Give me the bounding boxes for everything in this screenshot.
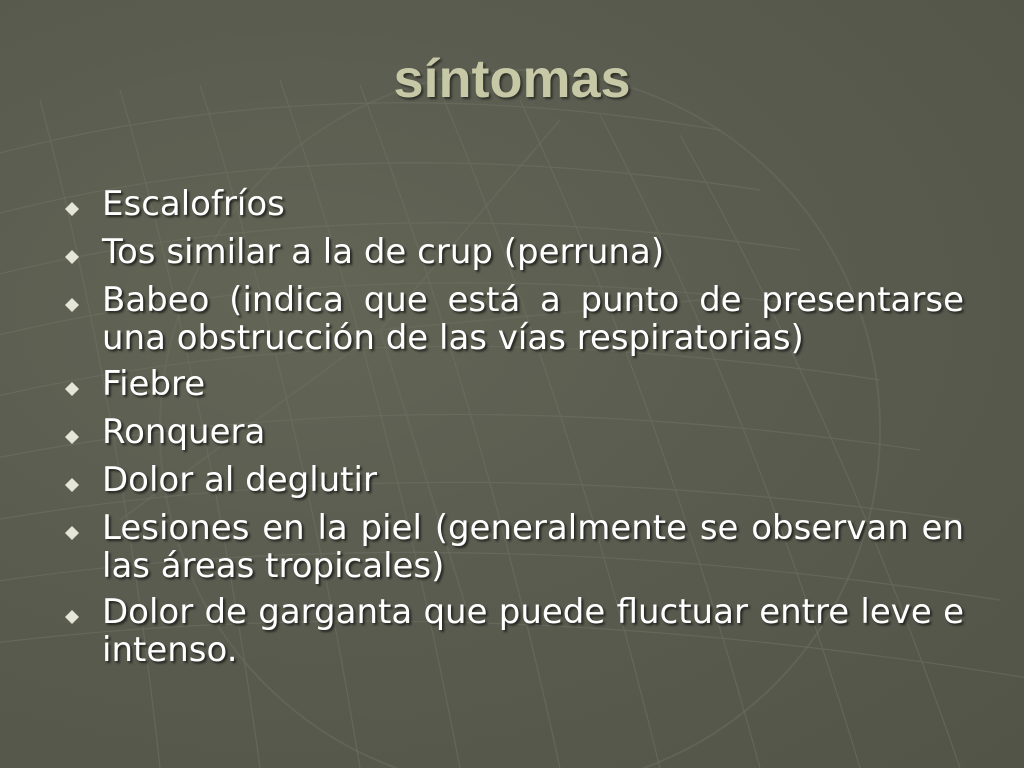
bullet-text: Escalofríos	[102, 184, 285, 224]
bullet-text: Dolor al deglutir	[102, 460, 377, 500]
list-item	[60, 509, 964, 585]
diamond-bullet-icon	[60, 185, 102, 225]
bullet-text: Tos similar a la de crup (perruna)	[102, 232, 665, 272]
diamond-bullet-icon	[60, 365, 102, 405]
diamond-bullet-icon	[60, 233, 102, 273]
list-item	[60, 365, 964, 405]
list-item	[60, 281, 964, 357]
diamond-bullet-icon	[60, 413, 102, 453]
bullet-text: Dolor de garganta que puede fluctuar entre leve e intenso.	[102, 592, 964, 670]
list-item	[60, 593, 964, 669]
slide-title: síntomas	[393, 49, 631, 109]
diamond-bullet-icon	[60, 509, 102, 549]
list-item	[60, 185, 964, 225]
diamond-bullet-icon	[60, 593, 102, 633]
list-item	[60, 233, 964, 273]
list-item	[60, 413, 964, 453]
bullet-text: Babeo (indica que está a punto de presentarse una obstrucción de las vías respiratorias)	[102, 280, 964, 358]
bullet-text: Fiebre	[102, 364, 206, 404]
list-item	[60, 461, 964, 501]
diamond-bullet-icon	[60, 461, 102, 501]
bullet-text: Lesiones en la piel (generalmente se observan en las áreas tropicales)	[102, 508, 964, 586]
bullet-text: Ronquera	[102, 412, 266, 452]
bullet-list	[60, 185, 964, 677]
diamond-bullet-icon	[60, 281, 102, 321]
